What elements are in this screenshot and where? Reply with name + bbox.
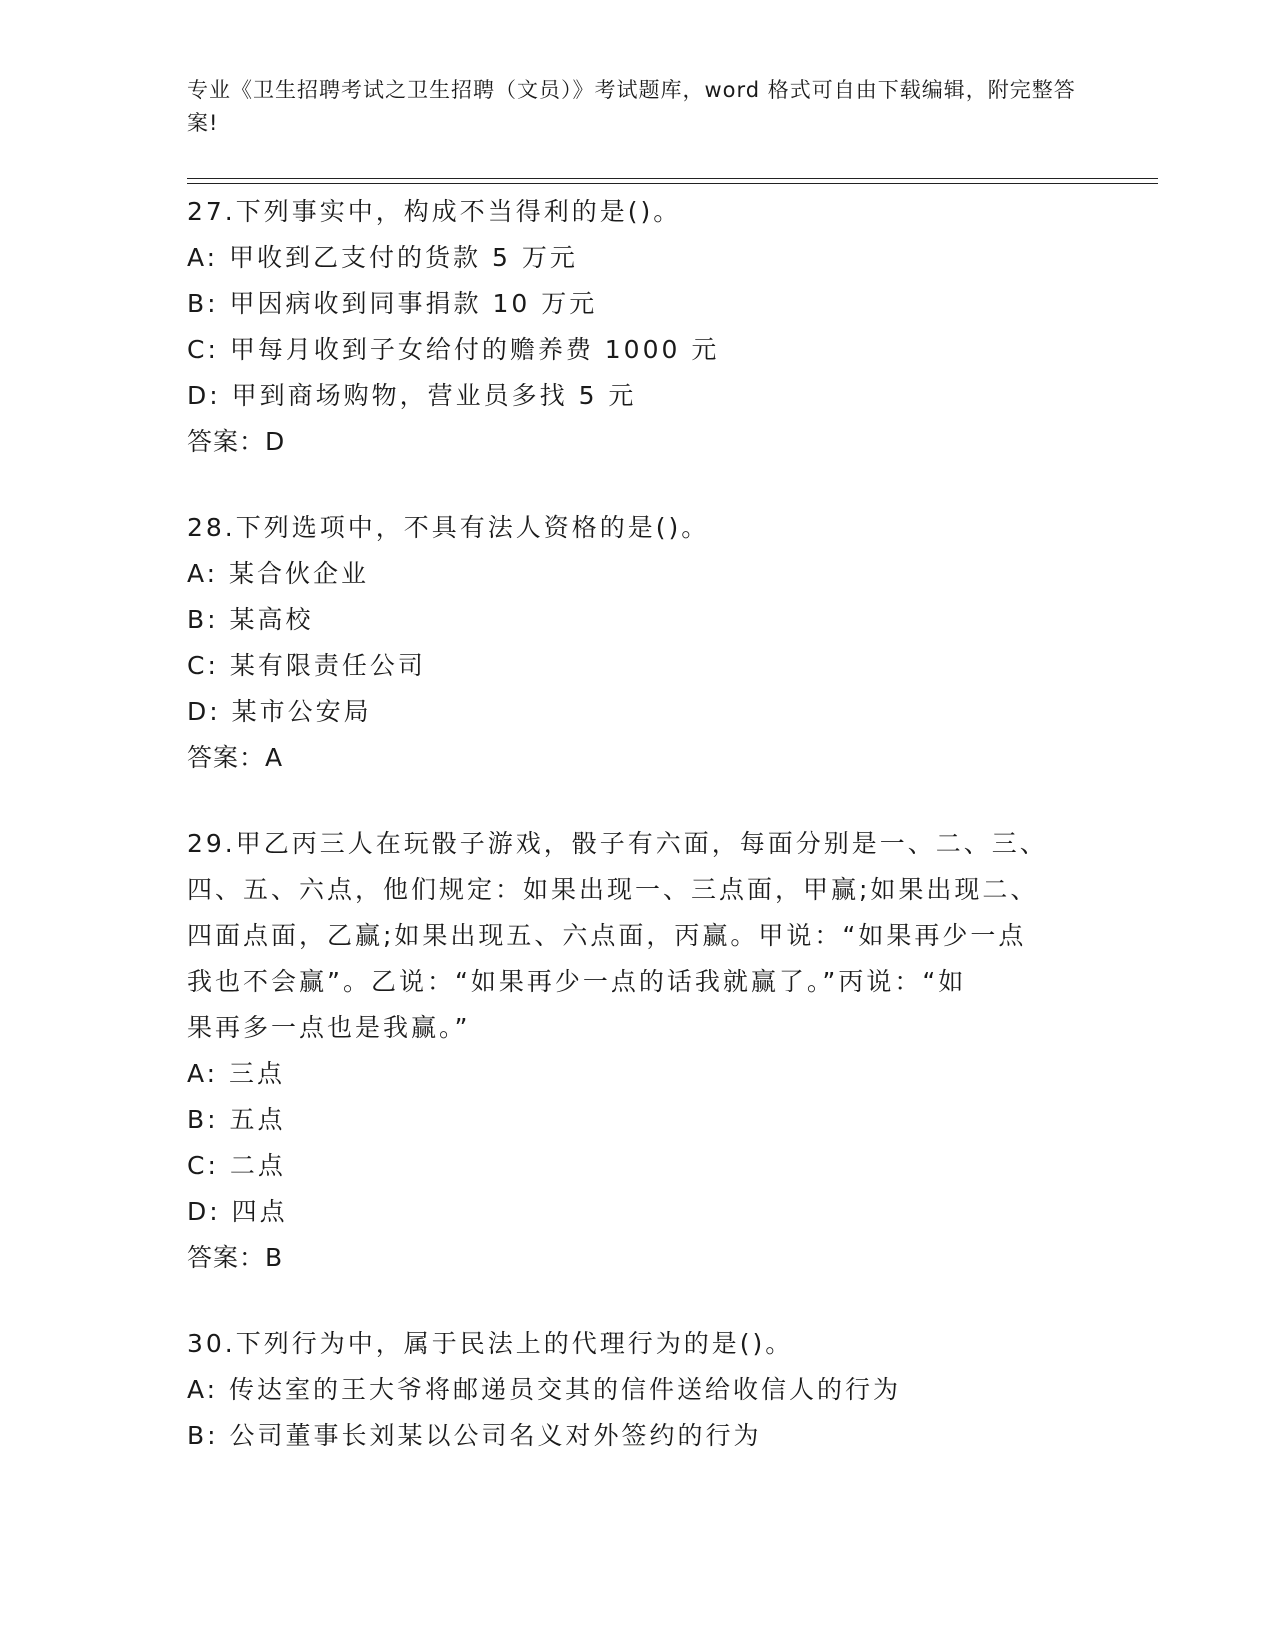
option-c: C: 甲每月收到子女给付的赡养费 1000 元 [187, 335, 720, 364]
answer-line: 答案：B [187, 1243, 284, 1272]
option-d: D: 四点 [187, 1197, 288, 1226]
header-divider-bottom [187, 183, 1158, 184]
question-stem-line: 我也不会赢”。乙说：“如果再少一点的话我就赢了。”丙说：“如 [187, 967, 967, 996]
header-intro-text: 专业《卫生招聘考试之卫生招聘（文员）》考试题库，word 格式可自由下载编辑，附完整答案! [187, 78, 1076, 135]
header-divider-top [187, 178, 1158, 179]
answer-line: 答案：D [187, 427, 286, 456]
option-a: A: 某合伙企业 [187, 559, 370, 588]
option-a: A: 三点 [187, 1059, 286, 1088]
question-30 [187, 1321, 1067, 1459]
question-stem-line: 果再多一点也是我赢。” [187, 1013, 471, 1042]
question-stem-line: 四面点面，乙赢;如果出现五、六点面，丙赢。甲说：“如果再少一点 [187, 921, 1027, 950]
option-b: B: 公司董事长刘某以公司名义对外签约的行为 [187, 1421, 762, 1450]
question-list [187, 189, 1067, 1499]
option-b: B: 甲因病收到同事捐款 10 万元 [187, 289, 598, 318]
question-29 [187, 821, 1067, 1281]
option-c: C: 某有限责任公司 [187, 651, 426, 680]
question-stem: 27.下列事实中，构成不当得利的是()。 [187, 197, 682, 226]
option-b: B: 某高校 [187, 605, 314, 634]
question-stem: 30.下列行为中，属于民法上的代理行为的是()。 [187, 1329, 794, 1358]
option-c: C: 二点 [187, 1151, 286, 1180]
option-d: D: 甲到商场购物，营业员多找 5 元 [187, 381, 637, 410]
option-a: A: 甲收到乙支付的货款 5 万元 [187, 243, 578, 272]
question-stem: 28.下列选项中，不具有法人资格的是()。 [187, 513, 710, 542]
question-28 [187, 505, 1067, 781]
document-header [187, 74, 1087, 140]
question-27 [187, 189, 1067, 465]
option-d: D: 某市公安局 [187, 697, 372, 726]
option-b: B: 五点 [187, 1105, 286, 1134]
option-a: A: 传达室的王大爷将邮递员交其的信件送给收信人的行为 [187, 1375, 902, 1404]
question-stem-line: 29.甲乙丙三人在玩骰子游戏，骰子有六面，每面分别是一、二、三、 [187, 829, 1048, 858]
question-stem-line: 四、五、六点，他们规定：如果出现一、三点面，甲赢;如果出现二、 [187, 875, 1039, 904]
answer-line: 答案：A [187, 743, 284, 772]
